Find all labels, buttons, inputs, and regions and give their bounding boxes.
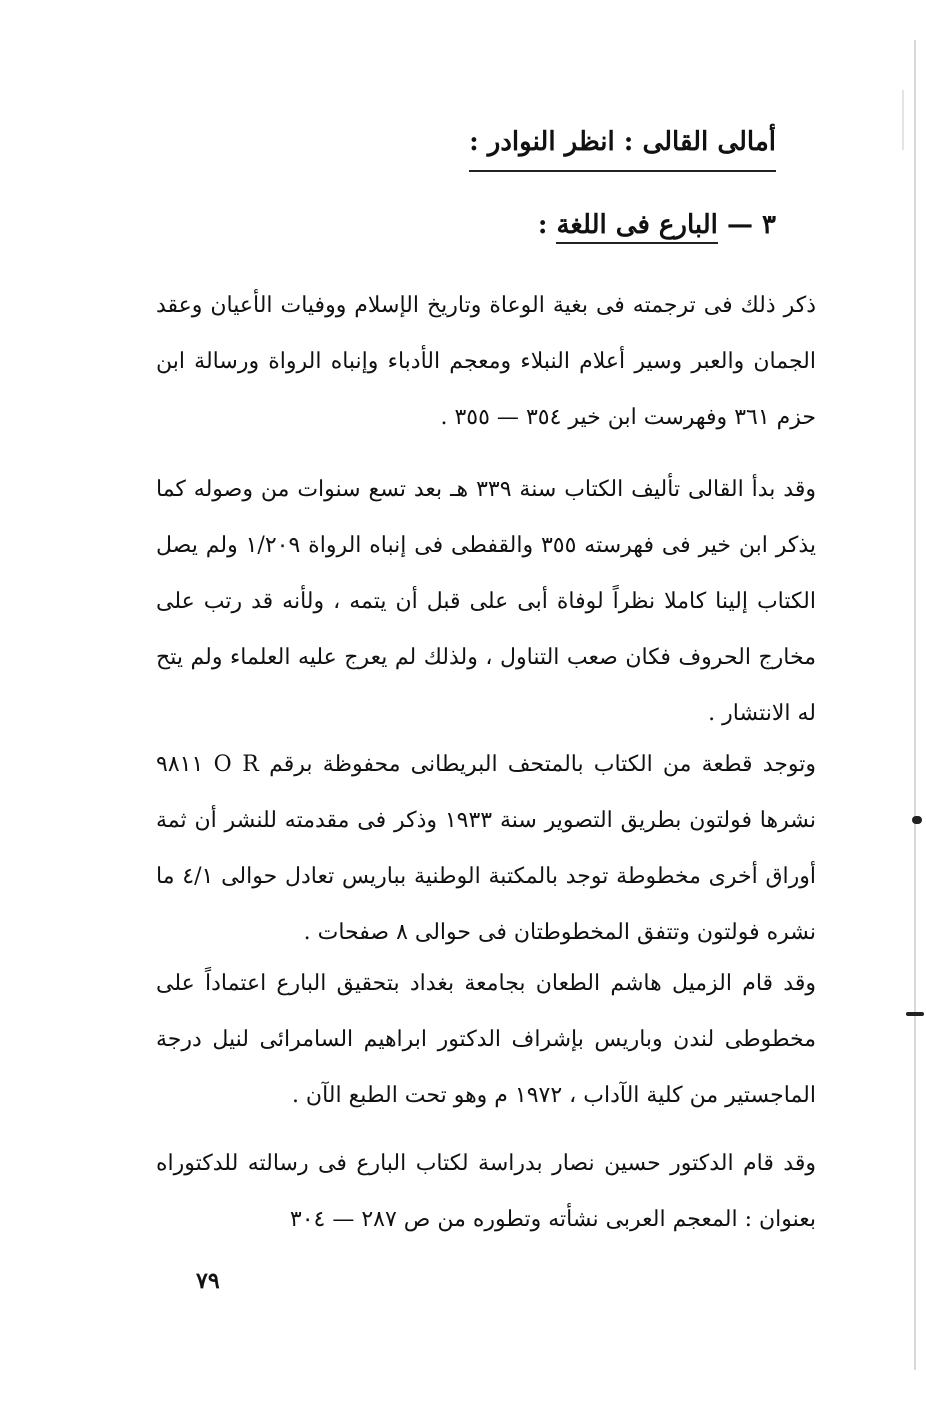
section-number: ٣ — <box>726 210 776 240</box>
section-title: البارع فى اللغة <box>556 210 717 244</box>
paragraph-4: وقد قام الزميل هاشم الطعان بجامعة بغداد بتحقيق البارع اعتماداً على مخطوطى لندن وباريس بإشراف الدكتور ابراهيم السامرائى لنيل درجة الماجستير من كلية الآداب ، ١٩٧٢ م وهو تحت الطبع الآن . <box>156 971 816 1108</box>
paragraph-1: ذكر ذلك فى ترجمته فى بغية الوعاة وتاريخ الإسلام ووفيات الأعيان وعقد الجمان والعبر وسير أعلام النبلاء ومعجم الأدباء وإنباه الرواة ورسالة ابن حزم ٣٦١ وفهرست ابن خير ٣٥٤ — ٣٥٥ . <box>156 293 816 430</box>
page-edge-mark <box>902 90 904 150</box>
margin-ink-dash <box>906 1012 924 1016</box>
paragraph-5: وقد قام الدكتور حسين نصار بدراسة لكتاب البارع فى رسالته للدكتوراه بعنوان : المعجم العربى نشأته وتطوره من ص ٢٨٧ — ٣٠٤ <box>156 1151 816 1232</box>
section-heading-albari <box>538 205 776 245</box>
page-edge-line <box>914 40 916 1370</box>
paragraph-3: وتوجد قطعة من الكتاب بالمتحف البريطانى محفوظة برقم O R ٩٨١١ نشرها فولتون بطريق التصوير سنة ١٩٣٣ وذكر فى مقدمته للنشر أن ثمة أوراق أخرى مخطوطة توجد بالمكتبة الوطنية بباريس تعادل حوالى ٤/١ ما نشره فولتون وتتفق المخطوطتان فى حوالى ٨ صفحات . <box>156 752 817 945</box>
section-heading-amali: أمالى القالى : انظر النوادر : <box>469 122 776 172</box>
paragraph-2: وقد بدأ القالى تأليف الكتاب سنة ٣٣٩ هـ بعد تسع سنوات من وصوله كما يذكر ابن خير فى فهرسته ٣٥٥ والقفطى فى إنباه الرواة ١/٢٠٩ ولم يصل الكتاب إلينا كاملا نظراً لوفاة أبى على قبل أن يتمه ، ولأنه قد رتب على مخارج الحروف فكان صعب التناول ، ولذلك لم يعرج عليه العلماء ولم يتح له الانتشار . <box>156 477 816 726</box>
section-colon: : <box>537 210 548 240</box>
page-number: ٧٩ <box>196 1268 220 1294</box>
margin-ink-mark <box>912 816 922 824</box>
